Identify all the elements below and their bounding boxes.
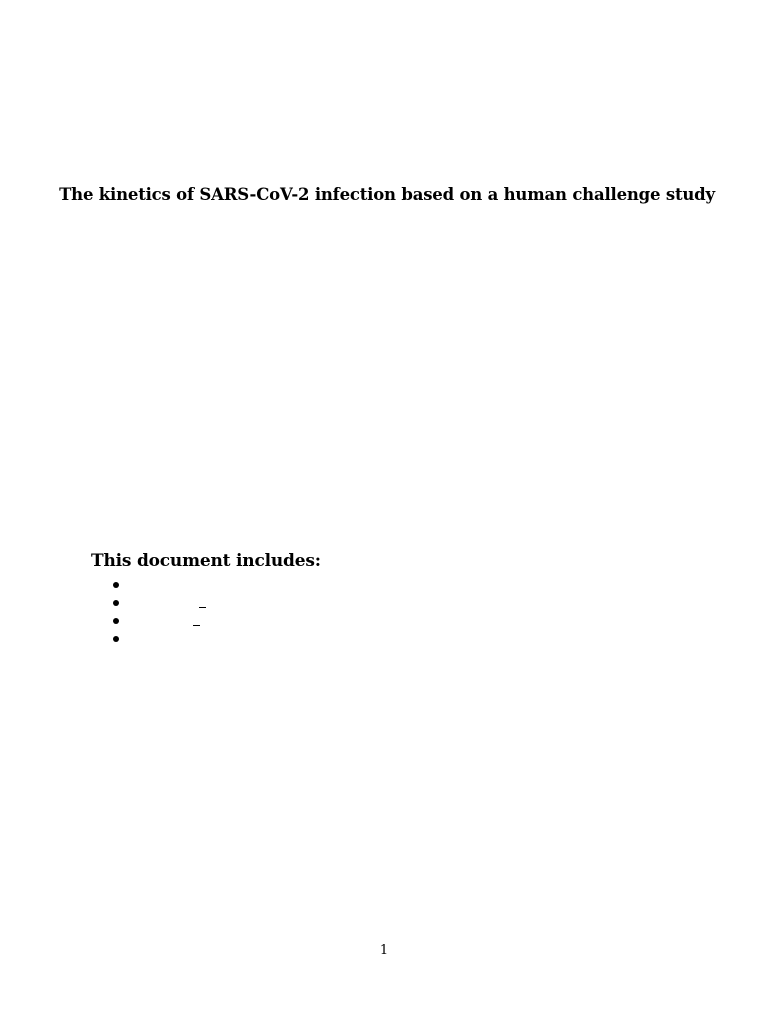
bullet-icon	[113, 636, 119, 642]
dash-mark	[199, 607, 206, 608]
document-title: The kinetics of SARS-CoV-2 infection based on a human challenge study	[59, 185, 715, 204]
page-number: 1	[379, 943, 389, 958]
bullet-icon	[113, 600, 119, 606]
contents-list	[110, 577, 310, 649]
includes-heading: This document includes:	[91, 551, 321, 571]
bullet-icon	[113, 618, 119, 624]
bullet-icon	[113, 582, 119, 588]
list-item	[110, 595, 310, 613]
list-item	[110, 613, 310, 631]
dash-mark	[193, 625, 200, 626]
list-item	[110, 631, 310, 649]
list-item	[110, 577, 310, 595]
